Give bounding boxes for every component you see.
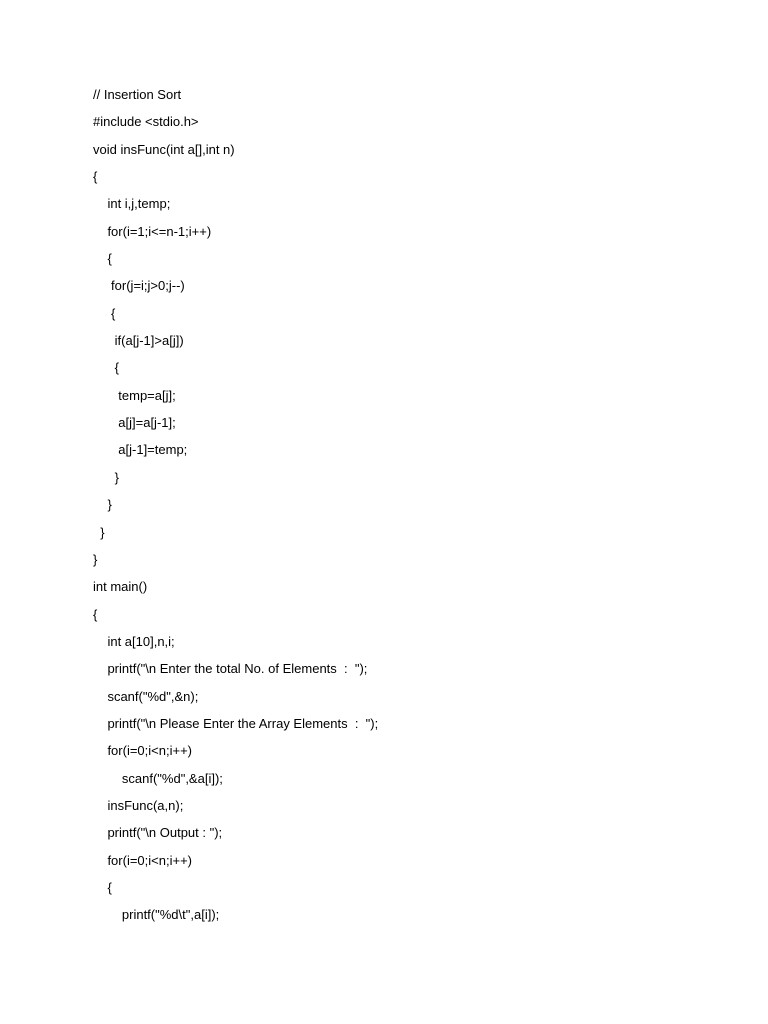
code-line: { — [93, 606, 98, 622]
code-line: printf("\n Output : "); — [93, 825, 223, 841]
code-line: if(a[j-1]>a[j]) — [93, 333, 184, 349]
code-line: a[j]=a[j-1]; — [93, 415, 176, 431]
code-line: temp=a[j]; — [93, 387, 176, 403]
code-line: printf("\n Please Enter the Array Elements : "); — [93, 715, 379, 731]
code-line: } — [93, 551, 98, 567]
code-line: for(j=i;j>0;j--) — [93, 278, 185, 294]
code-line: printf("\n Enter the total No. of Elements : "); — [93, 661, 368, 677]
code-line: insFunc(a,n); — [93, 797, 184, 813]
code-line: scanf("%d",&n); — [93, 688, 199, 704]
code-line: for(i=0;i<n;i++) — [93, 743, 192, 759]
code-line: a[j-1]=temp; — [93, 442, 188, 458]
code-line: { — [93, 251, 112, 267]
code-line: int i,j,temp; — [93, 196, 171, 212]
code-line: for(i=0;i<n;i++) — [93, 852, 192, 868]
code-line: { — [93, 169, 98, 185]
code-line: scanf("%d",&a[i]); — [93, 770, 223, 786]
code-line: { — [93, 305, 116, 321]
code-line: void insFunc(int a[],int n) — [93, 141, 235, 157]
code-line: } — [93, 524, 105, 540]
code-line: int main() — [93, 579, 148, 595]
code-line: } — [93, 469, 120, 485]
code-listing — [93, 85, 733, 933]
code-line: printf("%d\t",a[i]); — [93, 907, 220, 923]
code-line: // Insertion Sort — [93, 87, 182, 102]
code-line: { — [93, 879, 112, 895]
code-line: { — [93, 360, 120, 376]
code-line: #include <stdio.h> — [93, 114, 199, 130]
code-line: for(i=1;i<=n-1;i++) — [93, 223, 212, 239]
code-line: int a[10],n,i; — [93, 633, 175, 649]
code-line: } — [93, 497, 112, 513]
